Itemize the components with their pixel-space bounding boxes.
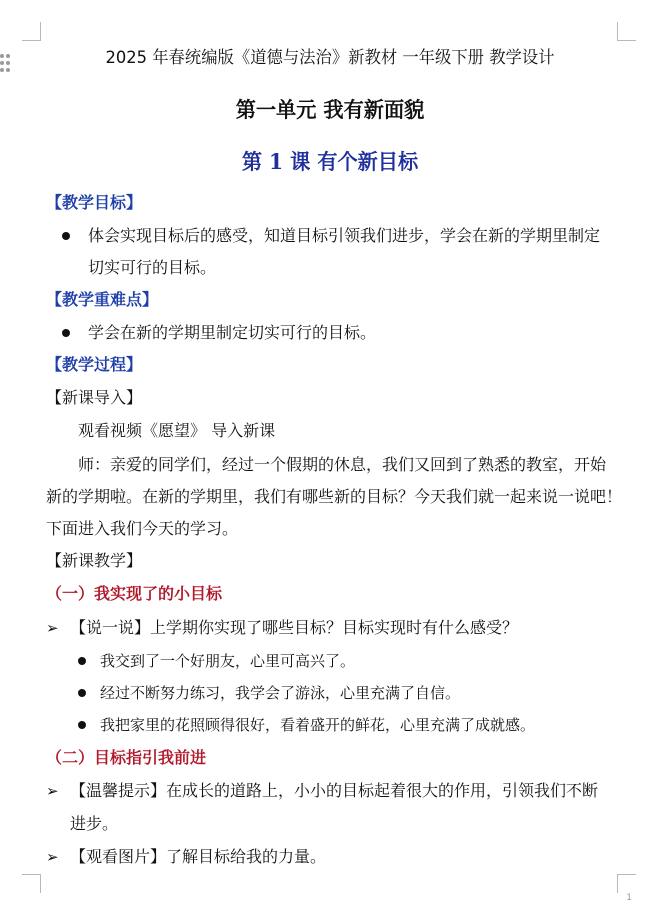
page-number: 1 xyxy=(626,893,632,903)
intro-video: 观看视频《愿望》 导入新课 xyxy=(78,421,276,440)
section-1-prompt: 【说一说】上学期你实现了哪些目标？目标实现时有什么感受？ xyxy=(70,618,519,637)
key-point: 学会在新的学期里制定切实可行的目标。 xyxy=(88,323,377,342)
crop-mark-bottom-left xyxy=(22,874,41,893)
bullet-icon xyxy=(78,689,86,697)
crop-mark-top-left xyxy=(22,22,41,41)
unit-title: 第一单元 我有新面貌 xyxy=(235,97,425,122)
section-2-pictures: 【观看图片】了解目标给我的力量。 xyxy=(70,847,327,866)
section-2-tip: 【温馨提示】在成长的道路上，小小的目标起着很大的作用，引领我们不断 xyxy=(70,781,599,800)
arrow-bullet-icon: ➢ xyxy=(46,619,59,637)
teacher-line: 师：亲爱的同学们，经过一个假期的休息，我们又回到了熟悉的教室，开始 xyxy=(78,455,607,474)
goal-line: 体会实现目标后的感受，知道目标引领我们进步，学会在新的学期里制定 xyxy=(88,226,601,245)
drag-handle-icon[interactable] xyxy=(0,54,12,78)
answer-item: 我交到了一个好朋友，心里可高兴了。 xyxy=(100,652,356,670)
bullet-icon xyxy=(78,721,86,729)
section-2-tip-continued: 进步。 xyxy=(70,814,119,833)
section-1-heading: （一）我实现了的小目标 xyxy=(46,584,223,603)
teaching-heading: 【新课教学】 xyxy=(46,551,143,570)
goal-line-continued: 切实可行的目标。 xyxy=(88,258,217,277)
document-header: 2025 年春统编版《道德与法治》新教材 一年级下册 教学设计 xyxy=(105,48,555,68)
answer-item: 经过不断努力练习，我学会了游泳，心里充满了自信。 xyxy=(100,684,461,702)
key-points-heading: 【教学重难点】 xyxy=(46,290,159,309)
answer-item: 我把家里的花照顾得很好，看着盛开的鲜花，心里充满了成就感。 xyxy=(100,716,536,734)
goals-heading: 【教学目标】 xyxy=(46,193,143,212)
bullet-icon xyxy=(78,657,86,665)
process-heading: 【教学过程】 xyxy=(46,355,143,374)
bullet-icon xyxy=(62,232,70,240)
teacher-line: 下面进入我们今天的学习。 xyxy=(46,519,239,538)
section-2-heading: （二）目标指引我前进 xyxy=(46,748,207,767)
arrow-bullet-icon: ➢ xyxy=(46,782,59,800)
crop-mark-top-right xyxy=(617,22,636,41)
bullet-icon xyxy=(62,329,70,337)
crop-mark-bottom-right xyxy=(617,874,636,893)
arrow-bullet-icon: ➢ xyxy=(46,848,59,866)
lesson-title: 第 1 课 有个新目标 xyxy=(241,149,419,174)
intro-heading: 【新课导入】 xyxy=(46,388,143,407)
teacher-line: 新的学期啦。在新的学期里，我们有哪些新的目标？今天我们就一起来说一说吧！ xyxy=(46,487,623,506)
